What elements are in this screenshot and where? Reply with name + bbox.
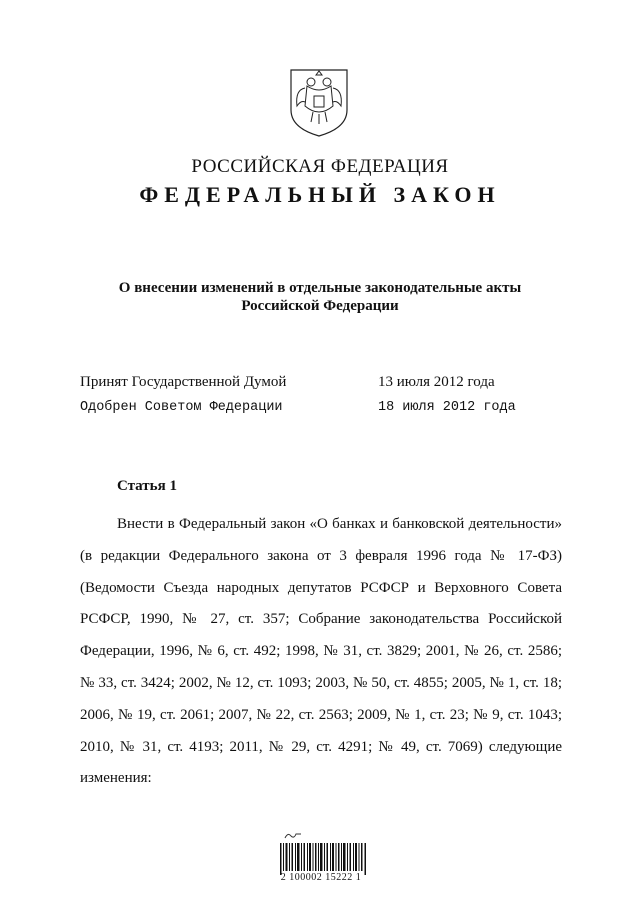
adoption-label: Одобрен Советом Федерации [80,400,283,415]
russian-coat-of-arms-icon [287,66,351,138]
adoption-date: 13 июля 2012 года [378,374,495,390]
article-heading: Статья 1 [117,478,177,494]
law-title [0,279,640,315]
adoption-date: 18 июля 2012 года [378,400,516,415]
law-title-line-2: Российской Федерации [241,298,399,314]
article-paragraph: Внести в Федеральный закон «О банках и банковской деятельности» (в редакции Федерального закона от 3 февраля 1996 года № 17-ФЗ) (Ведомости Съезда народных депутатов РСФСР и Верховного Совета РСФСР, 1990, № 27, ст. 357; Собрание законодательства Российской Федерации, 1996, № 6, ст. 492; 1998, № 31, ст. 3829; 2001, № 26, ст. 2586; № 33, ст. 3424; 2002, № 12, ст. 1093; 2003, № 50, ст. 4855; 2005, № 1, ст. 18; 2006, № 19, ст. 2061; 2007, № 22, ст. 2563; 2009, № 1, ст. 23; № 9, ст. 1043; 2010, № 31, ст. 4193; 2011, № 29, ст. 4291; № 49, ст. 7069) следующие изменения: [80,516,562,787]
adoption-label: Принят Государственной Думой [80,374,287,390]
scribble-mark-icon [283,830,303,840]
country-heading: РОССИЙСКАЯ ФЕДЕРАЦИЯ [191,156,449,177]
barcode-icon [280,843,366,875]
law-title-line-1: О внесении изменений в отдельные законодательные акты [118,280,522,296]
law-type-heading: ФЕДЕРАЛЬНЫЙ ЗАКОН [139,182,501,207]
barcode-number: 2 100002 15222 1 [280,872,362,883]
